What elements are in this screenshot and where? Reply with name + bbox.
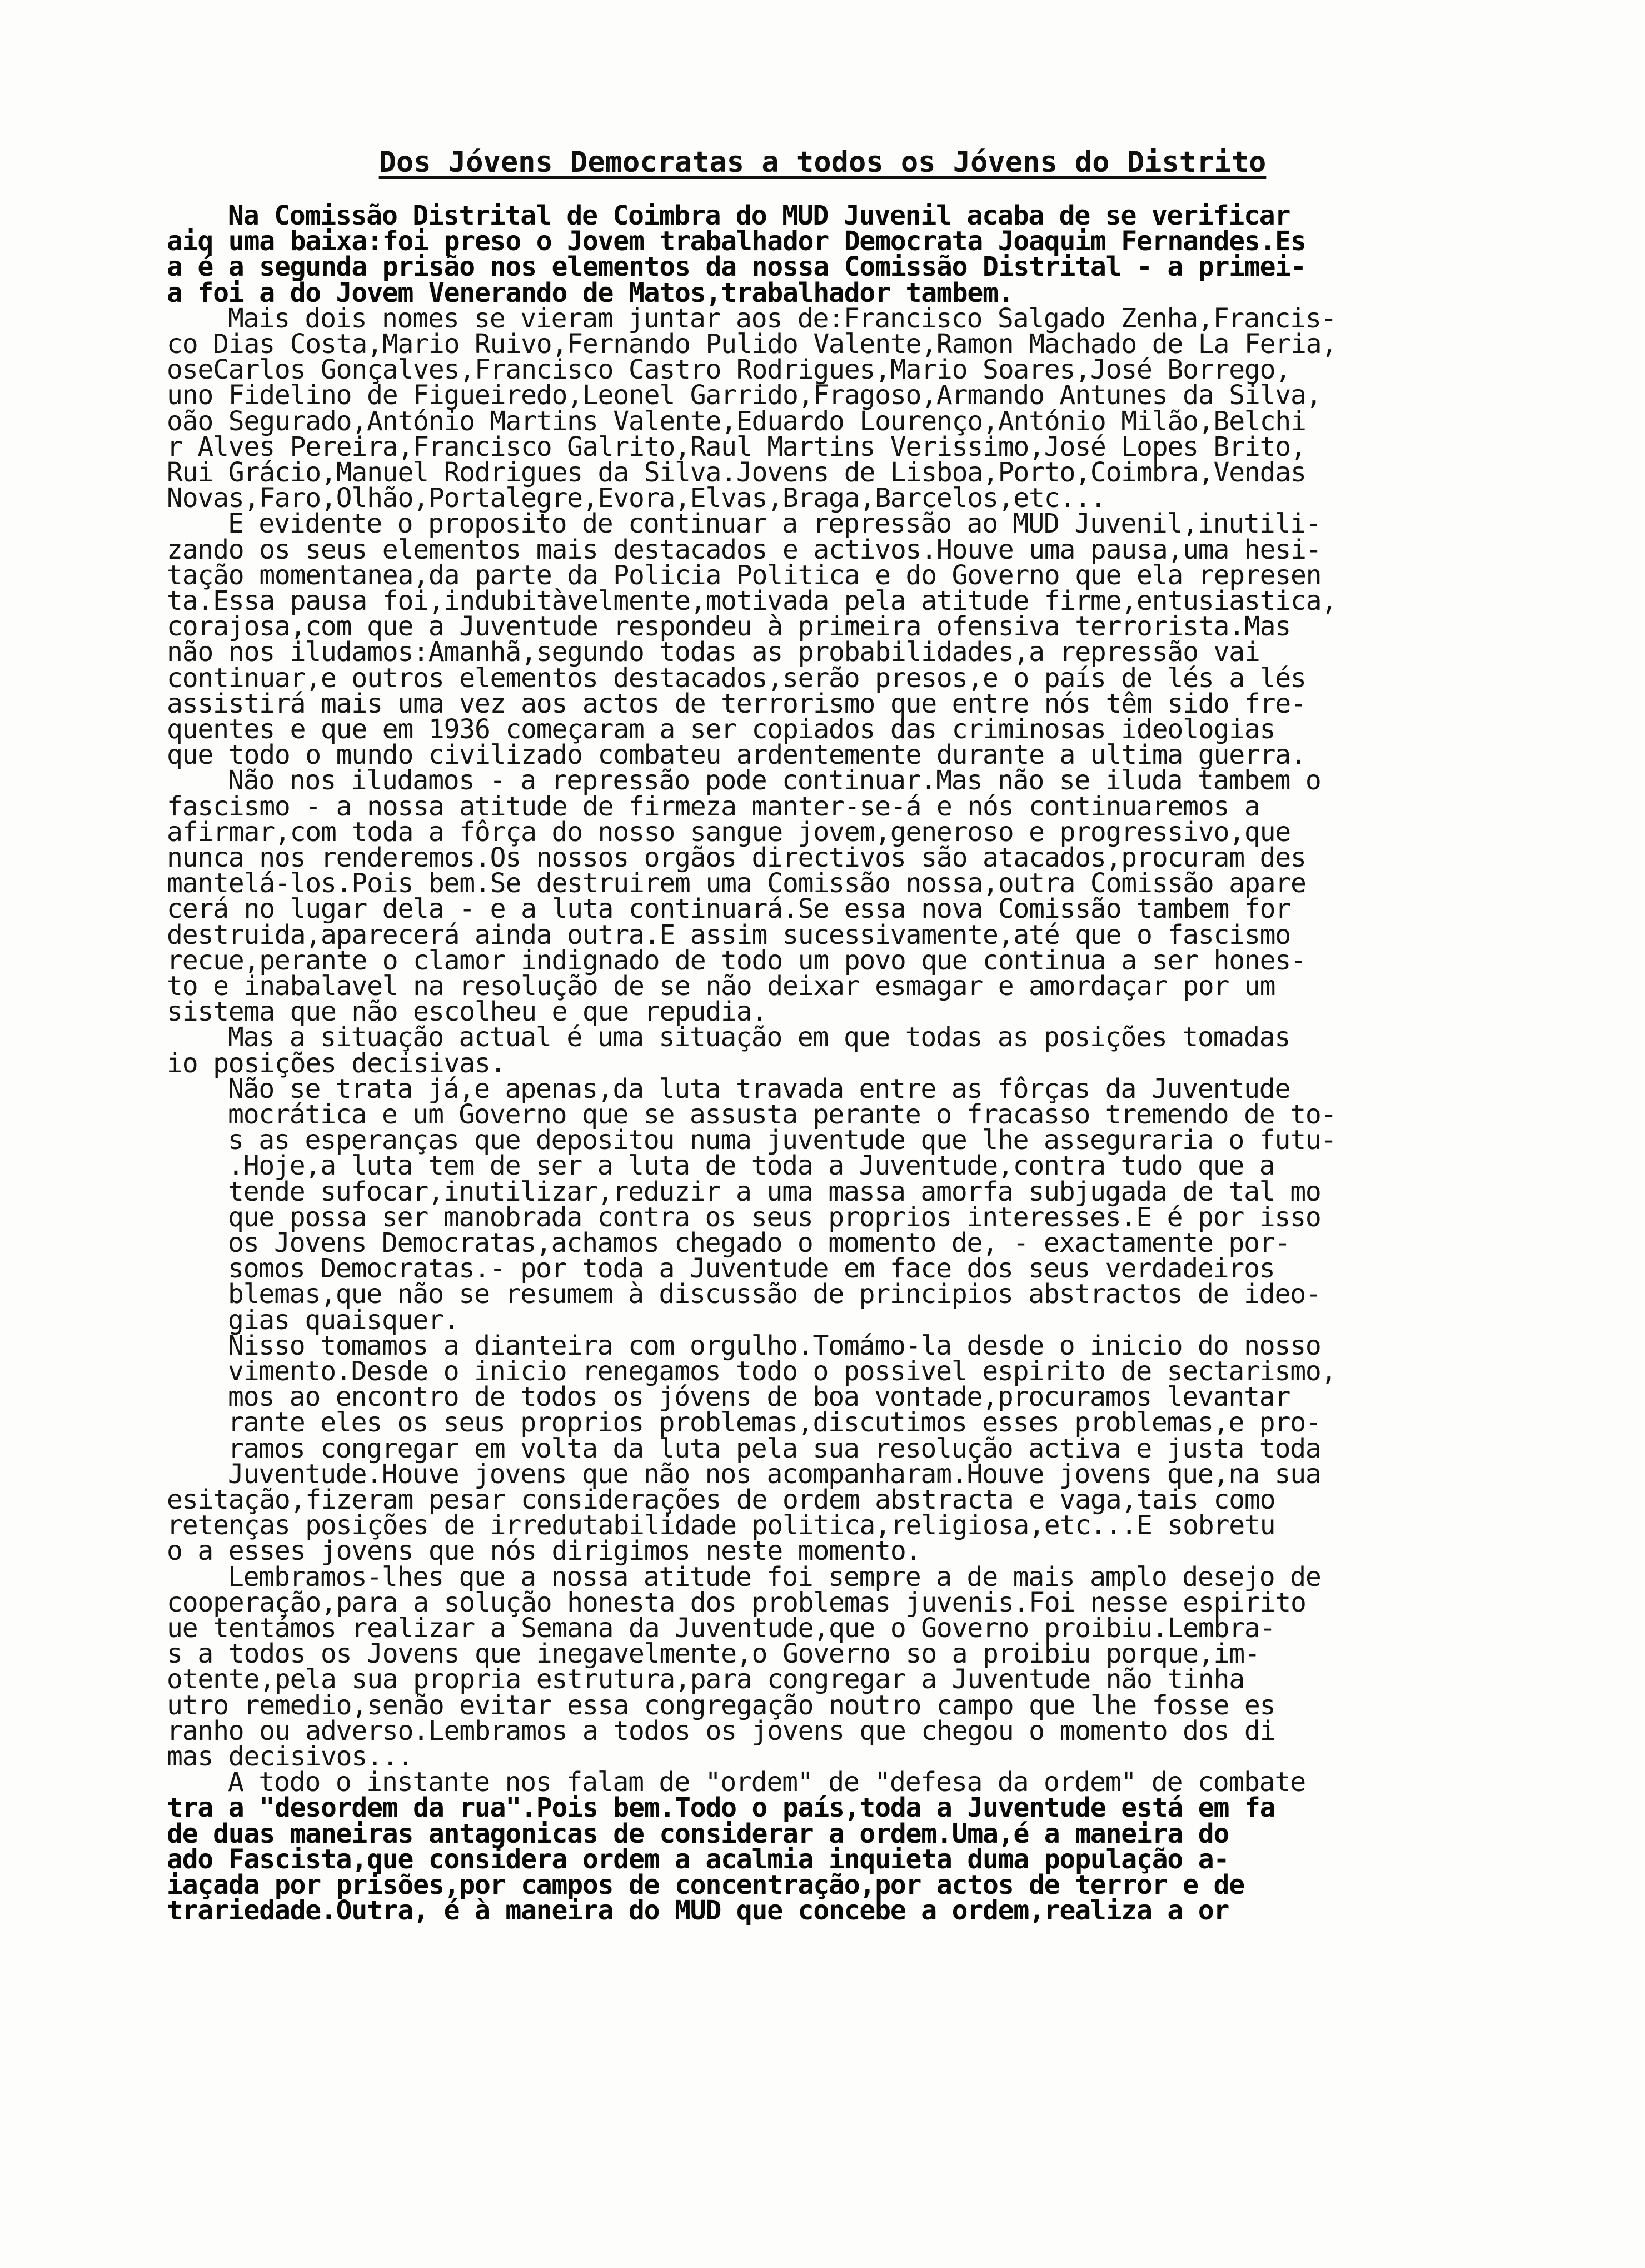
text-line: que todo o mundo civilizado combateu ardentemente durante a ultima guerra. [167,739,1306,771]
text-line: E evidente o proposito de continuar a repressão ao MUD Juvenil,inutili- [228,508,1321,540]
text-line: fascismo - a nossa atitude de firmeza manter-se-á e nós continuaremos a [167,790,1260,822]
text-line: quentes e que em 1936 começaram a ser copiados das criminosas ideologias [167,714,1275,745]
text-line: corajosa,com que a Juventude respondeu à primeira ofensiva terrorista.Mas [167,611,1290,643]
text-line: rante eles os seus proprios problemas,discutimos esses problemas,e pro- [228,1407,1321,1439]
text-line: oão Segurado,António Martins Valente,Eduardo Lourenço,António Milão,Belchi [167,405,1306,437]
text-line: mocrática e um Governo que se assusta perante o fracasso tremendo de to- [228,1099,1337,1130]
text-line: assistirá mais uma vez aos actos de terrorismo que entre nós têm sido fre- [167,688,1306,719]
text-line: blemas,que não se resumem à discussão de principios abstractos de ideo- [228,1279,1321,1310]
text-line: aiq uma baixa:foi preso o Jovem trabalhador Democrata Joaquim Fernandes.Es [167,226,1306,257]
text-line: somos Democratas.- por toda a Juventude em face dos seus verdadeiros [228,1253,1275,1285]
text-line: A todo o instante nos falam de "ordem" de "defesa da ordem" de combate [228,1767,1305,1798]
text-line: sistema que não escolheu e que repudia. [167,996,767,1028]
text-line: mantelá-los.Pois bem.Se destruirem uma Comissão nossa,outra Comissão apare [167,868,1306,899]
text-line: cerá no lugar dela - e a luta continuará.Se essa nova Comissão tambem for [167,893,1290,925]
text-line: continuar,e outros elementos destacados,serão presos,e o país de lés a lés [167,662,1306,694]
text-line: Nisso tomamos a dianteira com orgulho.Tomámo-la desde o inicio do nosso [228,1330,1321,1361]
text-line: Mais dois nomes se vieram juntar aos de:Francisco Salgado Zenha,Francis- [228,302,1337,334]
text-line: os Jovens Democratas,achamos chegado o momento de, - exactamente por- [228,1227,1290,1259]
text-line: o a esses jovens que nós dirigimos neste momento. [167,1535,921,1567]
text-line: cooperação,para a solução honesta dos problemas juvenis.Foi nesse espirito [167,1586,1306,1618]
document-title: Dos Jóvens Democratas a todos os Jóvens do Distrito [378,146,1267,179]
text-line: não nos iludamos:Amanhã,segundo todas as probabilidades,a repressão vai [167,636,1260,668]
text-line: mas decisivos... [167,1741,413,1772]
text-line: Não se trata já,e apenas,da luta travada entre as fôrças da Juventude [228,1073,1290,1105]
text-line: uno Fidelino de Figueiredo,Leonel Garrido,Fragoso,Armando Antunes da Silva, [167,380,1322,411]
text-line: afirmar,com toda a fôrça do nosso sangue jovem,generoso e progressivo,que [167,816,1290,848]
text-line: otente,pela sua propria estrutura,para congregar a Juventude não tinha [167,1664,1244,1695]
text-line: tra a "desordem da rua".Pois bem.Todo o país,toda a Juventude está em fa [167,1792,1275,1824]
text-line: Rui Grácio,Manuel Rodrigues da Silva.Jovens de Lisboa,Porto,Coimbra,Vendas [167,457,1306,488]
text-line: ta.Essa pausa foi,indubitàvelmente,motivada pela atitude firme,entusiastica, [167,585,1337,616]
text-line: iaçada por prisões,por campos de concentração,por actos de terror e de [167,1869,1244,1901]
text-line: to e inabalavel na resolução de se não deixar esmagar e amordaçar por um [167,971,1275,1002]
text-line: Na Comissão Distrital de Coimbra do MUD Juvenil acaba de se verificar [228,200,1290,231]
text-line: trariedade.Outra, é à maneira do MUD que concebe a ordem,realiza a or [167,1895,1229,1927]
text-line: io posições decisivas. [167,1047,506,1079]
text-line: ramos congregar em volta da luta pela sua resolução activa e justa toda [228,1433,1321,1464]
text-line: gias quaisquer. [228,1304,459,1336]
text-line: Mas a situação actual é uma situação em que todas as posições tomadas [228,1022,1290,1053]
text-line: zando os seus elementos mais destacados e activos.Houve uma pausa,uma hesi- [167,534,1322,565]
text-line: destruida,aparecerá ainda outra.E assim sucessivamente,até que o fascismo [167,919,1290,951]
text-line: Juventude.Houve jovens que não nos acompanharam.Houve jovens que,na sua [228,1458,1321,1490]
text-line: de duas maneiras antagonicas de considerar a ordem.Uma,é a maneira do [167,1818,1229,1849]
text-line: s as esperanças que depositou numa juventude que lhe asseguraria o futu- [228,1125,1337,1156]
text-line: Novas,Faro,Olhão,Portalegre,Evora,Elvas,Braga,Barcelos,etc... [167,483,1106,514]
text-line: tende sufocar,inutilizar,reduzir a uma massa amorfa subjugada de tal mo [228,1176,1321,1207]
text-line: a é a segunda prisão nos elementos da nossa Comissão Distrital - a primei- [167,251,1306,283]
text-line: a foi a do Jovem Venerando de Matos,trabalhador tambem. [167,277,1014,309]
text-line: Lembramos-lhes que a nossa atitude foi sempre a de mais amplo desejo de [228,1561,1321,1593]
text-line: oseCarlos Gonçalves,Francisco Castro Rodrigues,Mario Soares,José Borrego, [167,354,1290,386]
text-line: co Dias Costa,Mario Ruivo,Fernando Pulido Valente,Ramon Machado de La Feria, [167,329,1337,360]
text-line: mos ao encontro de todos os jóvens de boa vontade,procuramos levantar [228,1381,1290,1413]
text-line: .Hoje,a luta tem de ser a luta de toda a Juventude,contra tudo que a [228,1150,1275,1182]
text-line: s a todos os Jovens que inegavelmente,o Governo so a proibiu porque,im- [167,1638,1260,1670]
text-line: utro remedio,senão evitar essa congregação noutro campo que lhe fosse es [167,1689,1275,1721]
text-line: ue tentámos realizar a Semana da Juventude,que o Governo proibiu.Lembra- [167,1613,1275,1644]
text-line: retenças posições de irredutabilidade politica,religiosa,etc...E sobretu [167,1510,1275,1541]
text-line: r Alves Pereira,Francisco Galrito,Raul Martins Verissimo,José Lopes Brito, [167,431,1306,462]
text-line: Não nos iludamos - a repressão pode continuar.Mas não se iluda tambem o [228,765,1321,797]
text-line: esitação,fizeram pesar considerações de ordem abstracta e vaga,tais como [167,1484,1275,1515]
text-line: nunca nos renderemos.Os nossos orgãos directivos são atacados,procuram des [167,842,1306,873]
text-line: vimento.Desde o inicio renegamos todo o possivel espirito de sectarismo, [228,1356,1337,1387]
text-line: ado Fascista,que considera ordem a acalmia inquieta duma população a- [167,1843,1229,1875]
text-line: ranho ou adverso.Lembramos a todos os jovens que chegou o momento dos di [167,1715,1275,1747]
text-line: tação momentanea,da parte da Policia Politica e do Governo que ela represen [167,559,1322,591]
text-line: recue,perante o clamor indignado de todo um povo que continua a ser hones- [167,944,1306,976]
text-line: que possa ser manobrada contra os seus proprios interesses.E é por isso [228,1201,1321,1233]
